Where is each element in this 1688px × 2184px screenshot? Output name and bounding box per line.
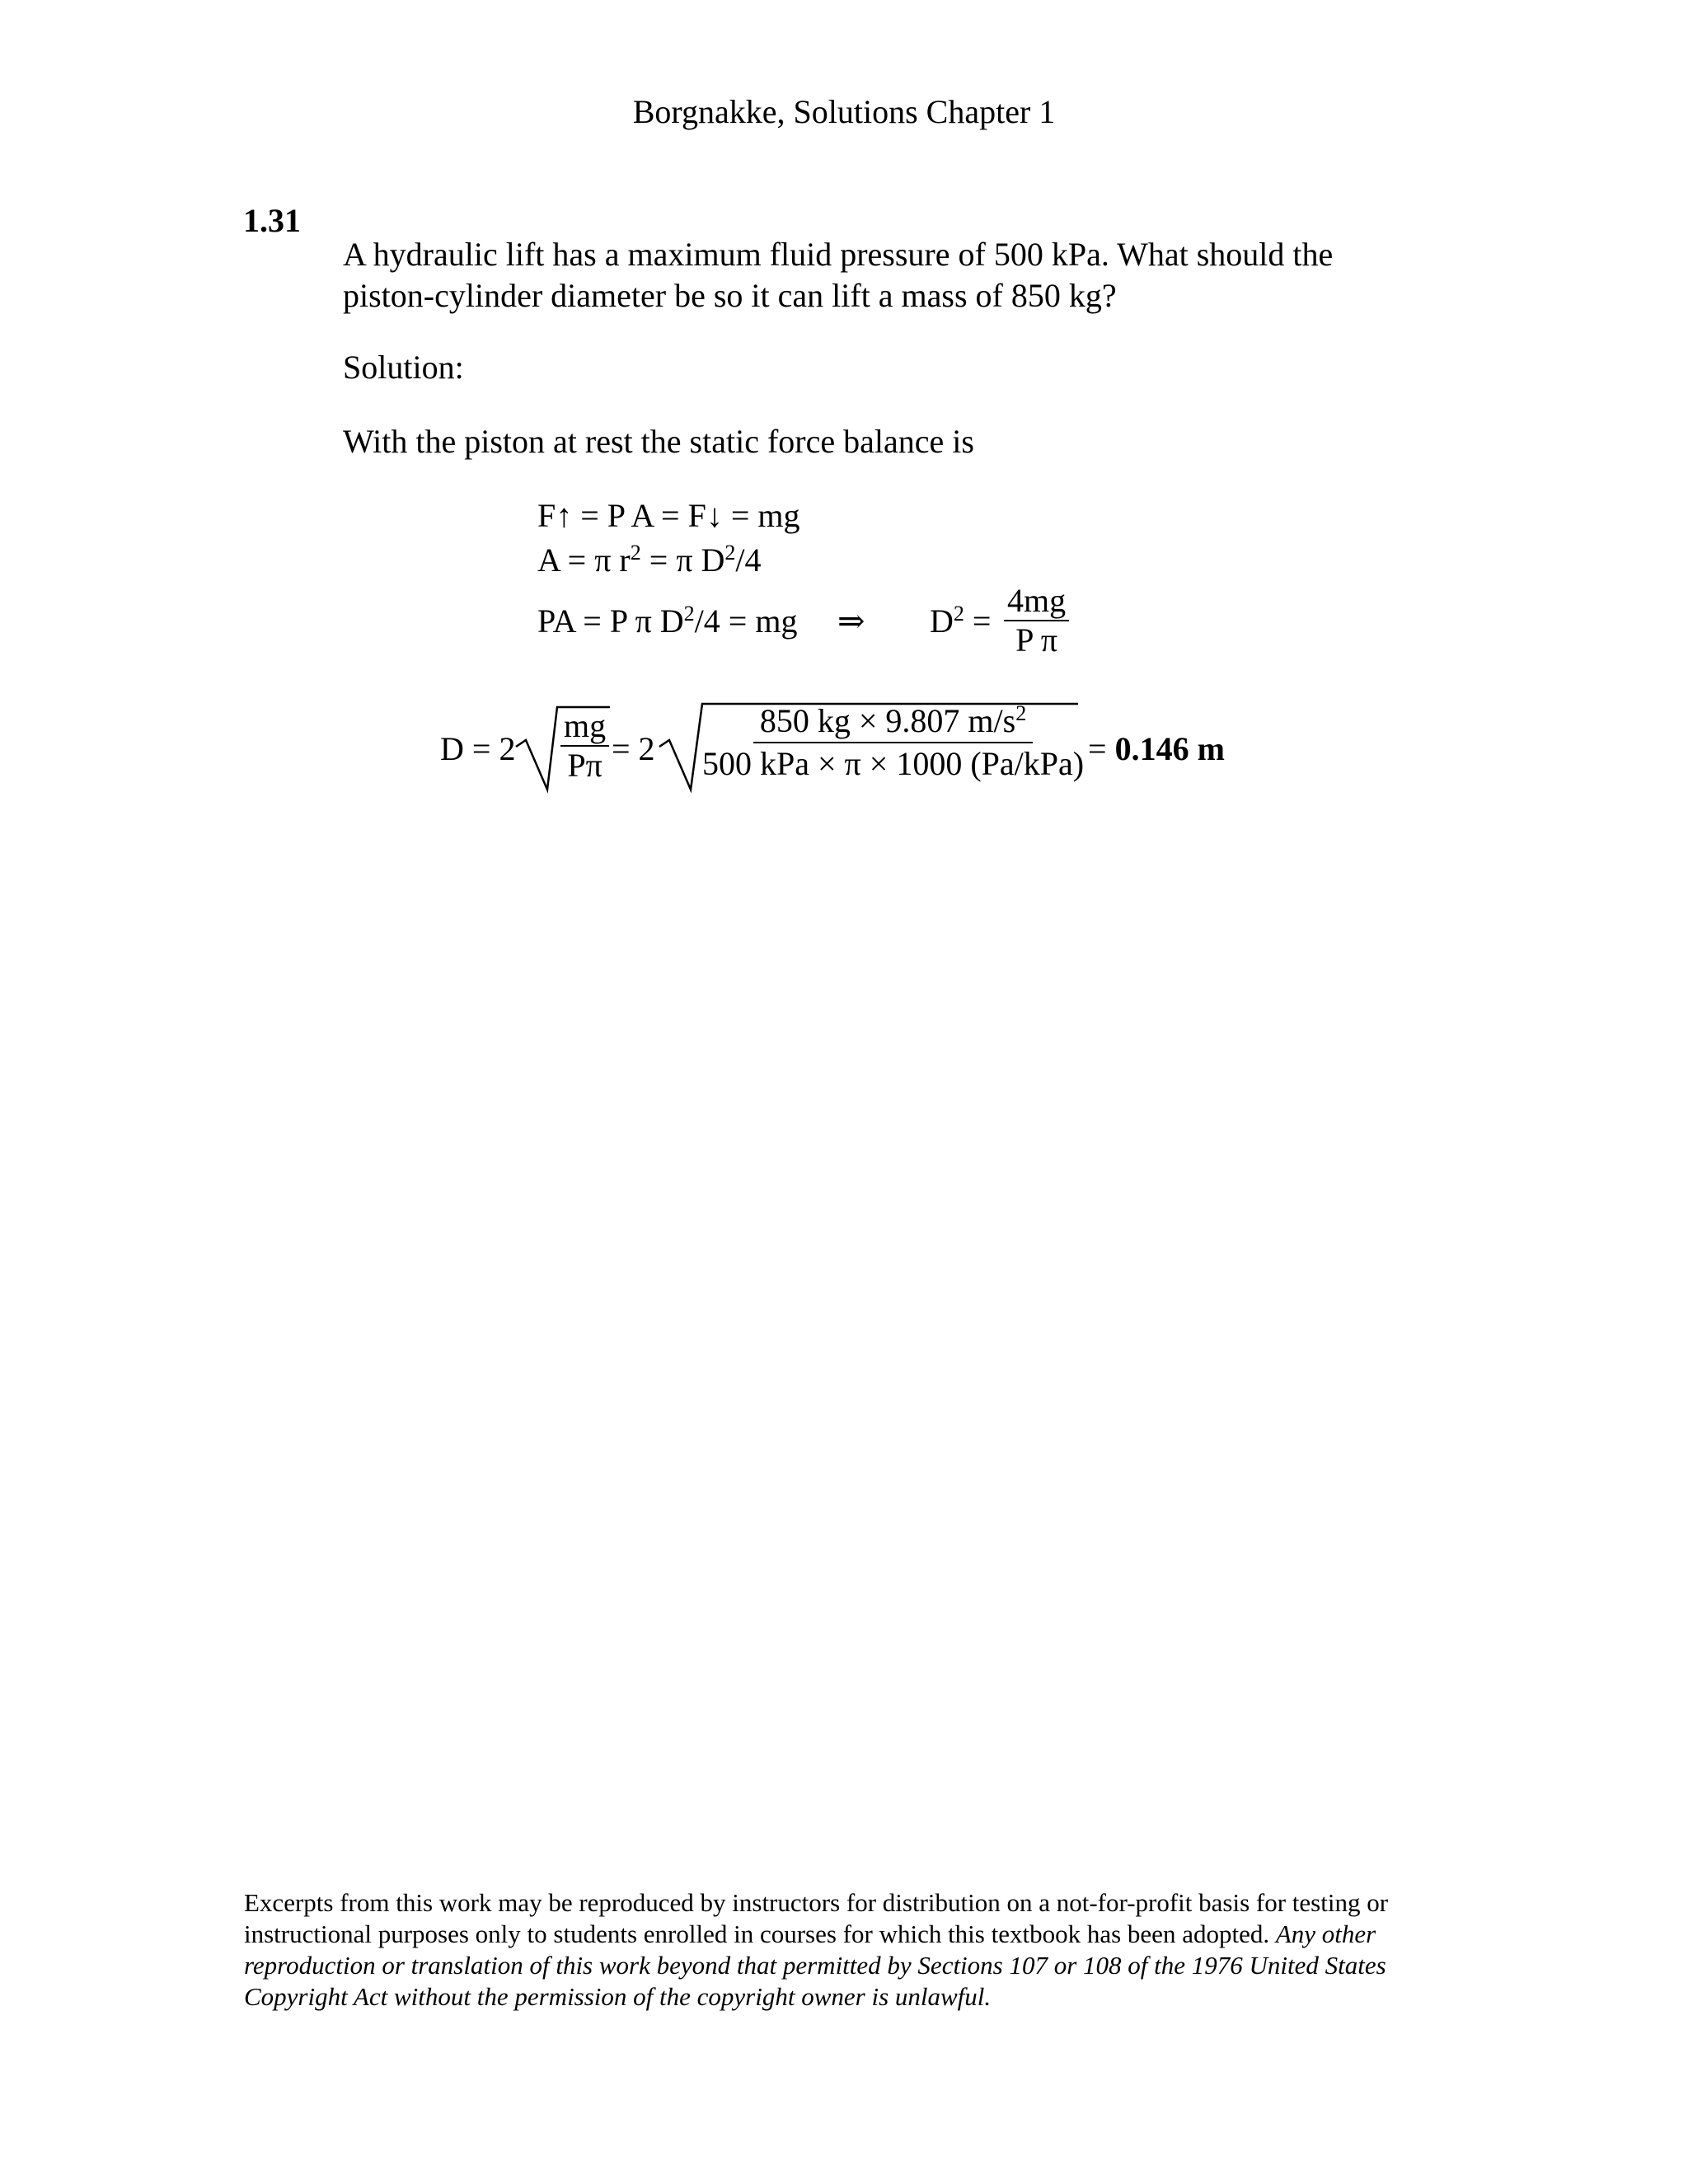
equation-pressure-area [537,602,797,640]
footer-italic-text: Any other reproduction or translation of this work beyond that permitted by Sections 107 or 108 of the 1976 United States Copyright Act without the permission of the copyright owner is unlawful. [244,1919,1386,2011]
eq2-pre: A = π r [537,541,631,579]
small-numerator: mg [560,707,609,747]
implies-arrow: ⇒ [837,602,865,640]
d2-eq: = [964,602,992,640]
d-squared-fraction [1004,582,1069,659]
eq2-sup1: 2 [630,541,641,565]
final-result: 0.146 m [1114,730,1225,767]
eq2-sup2: 2 [724,541,736,565]
eq3-sup: 2 [683,602,695,626]
eq3-post: /4 = mg [694,602,798,640]
small-denominator: Pπ [567,747,603,784]
d2-numerator: 4mg [1004,582,1069,621]
final-result-line [1088,729,1225,768]
big-num-pre: 850 kg × 9.807 m/s [759,702,1016,739]
result-equals: = [1088,730,1115,767]
big-num-sup: 2 [1015,701,1027,725]
d-squared-lhs [930,602,991,640]
equation-force-balance: F↑ = P A = F↓ = mg [537,497,800,534]
problem-number: 1.31 [243,202,301,239]
eq3-pre: PA = P π D [537,602,684,640]
final-big-fraction [702,701,1084,785]
question-line-2: piston-cylinder diameter be so it can lift a mass of 850 kg? [343,277,1117,314]
force-balance-intro: With the piston at rest the static force balance is [343,423,974,460]
d2-sup: 2 [953,602,964,626]
page-header: Borgnakke, Solutions Chapter 1 [632,93,1056,130]
final-equals-two: = 2 [612,730,655,767]
solution-label: Solution: [343,349,464,386]
eq2-post: /4 [735,541,762,579]
final-small-fraction [560,707,609,785]
final-lhs: D = 2 [440,730,516,767]
question-line-1: A hydraulic lift has a maximum fluid pressure of 500 kPa. What should the [343,236,1334,273]
eq2-mid: = π D [640,541,725,579]
big-denominator: 500 kPa × π × 1000 (Pa/kPa) [702,745,1085,782]
d2-base: D [930,602,954,640]
d2-denominator: P π [1015,621,1058,658]
footer-text: Excerpts from this work may be reproduced by instructors for distribution on a not-for-profit basis for testing or instructional purposes only to students enrolled in courses for which this textbook has been adopted. [244,1888,1389,1948]
copyright-footer [244,1887,1447,2013]
equation-area [537,541,762,579]
big-numerator [753,701,1033,743]
